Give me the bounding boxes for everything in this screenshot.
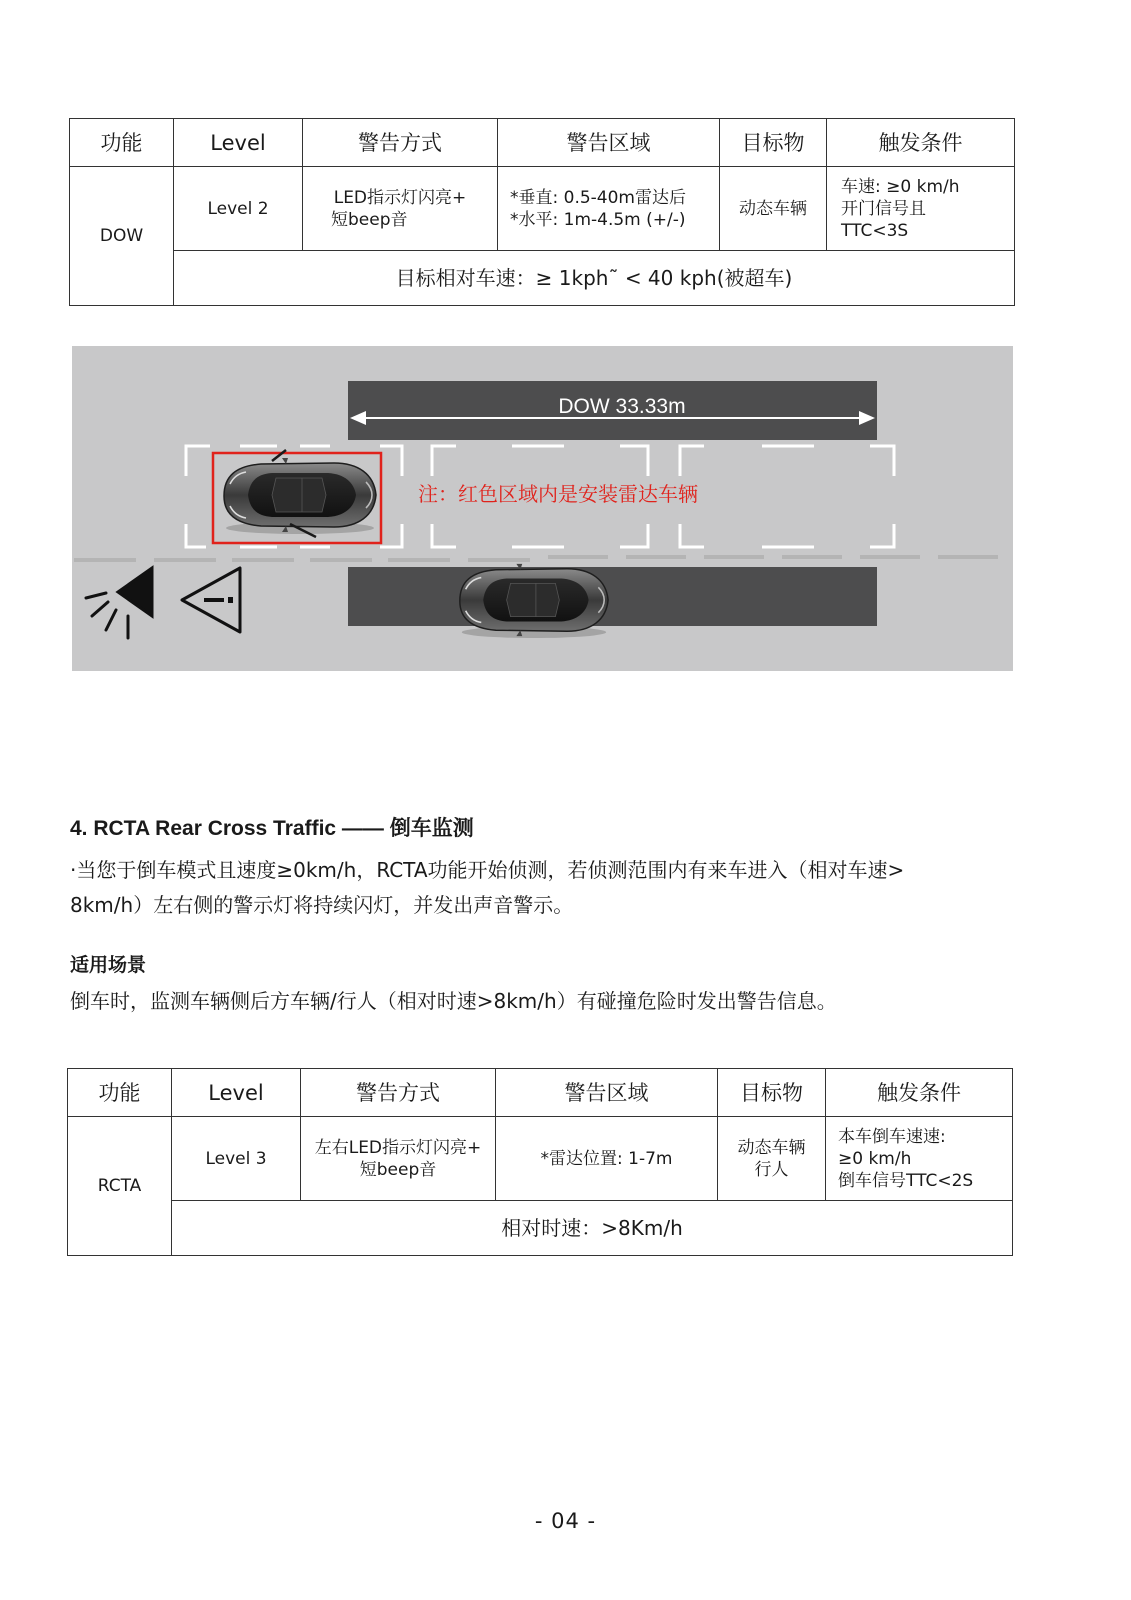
- rcta-relative-speed: 相对时速：>8Km/h: [172, 1201, 1013, 1256]
- rcta-method-line-2: 短beep音: [359, 1159, 437, 1180]
- header-warning-method: 警告方式: [303, 119, 498, 167]
- paragraph-line-1: ·当您于倒车模式且速度≥0km/h，RCTA功能开始侦测，若侦测范围内有来车进入（相对车速>: [70, 858, 905, 882]
- header-level: Level: [172, 1069, 301, 1117]
- radar-vehicle-note: 注：红色区域内是安装雷达车辆: [418, 482, 698, 506]
- dow-spec-table: [69, 118, 1015, 306]
- header-function: 功能: [70, 119, 174, 167]
- page-number: - 04 -: [534, 1509, 597, 1533]
- header-target: 目标物: [720, 119, 827, 167]
- rcta-function-cell: RCTA: [68, 1117, 172, 1256]
- rcta-target-line-2: 行人: [754, 1159, 789, 1180]
- dow-trigger-cell: [827, 167, 1015, 251]
- rcta-trigger-line-2: ≥0 km/h: [838, 1148, 912, 1169]
- header-trigger: 触发条件: [827, 119, 1015, 167]
- dow-trigger-line-3: TTC<3S: [841, 220, 909, 241]
- adjacent-lane: [348, 567, 877, 626]
- dow-trigger-line-2: 开门信号且: [841, 198, 926, 219]
- rcta-level-cell: Level 3: [172, 1117, 301, 1201]
- scenario-text: 倒车时，监测车辆侧后方车辆/行人（相对时速>8km/h）有碰撞危险时发出警告信息。: [70, 989, 837, 1013]
- dow-warning-zone-cell: [498, 167, 720, 251]
- rcta-target-line-1: 动态车辆: [737, 1137, 806, 1158]
- dow-warning-method-cell: [303, 167, 498, 251]
- header-warning-zone: 警告区域: [496, 1069, 718, 1117]
- dow-function-cell: DOW: [70, 167, 174, 306]
- dow-relative-speed: 目标相对车速：≥ 1kph˜ < 40 kph(被超车): [174, 251, 1015, 306]
- dow-method-line-1: LED指示灯闪亮+: [333, 187, 467, 208]
- dow-level-cell: Level 2: [174, 167, 303, 251]
- ego-car: [224, 458, 376, 534]
- dow-zone-line-2: *水平: 1m-4.5m (+/-): [510, 209, 686, 230]
- header-function: 功能: [68, 1069, 172, 1117]
- rcta-trigger-line-1: 本车倒车速速:: [838, 1126, 946, 1147]
- section-title: 4. RCTA Rear Cross Traffic —— 倒车监测: [70, 817, 474, 840]
- header-warning-zone: 警告区域: [498, 119, 720, 167]
- header-trigger: 触发条件: [826, 1069, 1013, 1117]
- rcta-target-cell: [718, 1117, 826, 1201]
- rcta-trigger-cell: [826, 1117, 1013, 1201]
- rcta-trigger-line-3: 倒车信号TTC<2S: [838, 1170, 974, 1191]
- dow-zone-line-1: *垂直: 0.5-40m雷达后: [510, 187, 686, 208]
- header-level: Level: [174, 119, 303, 167]
- dow-scene-diagram: [72, 346, 1013, 671]
- section-paragraph: [70, 853, 1030, 923]
- paragraph-line-2: 8km/h）左右侧的警示灯将持续闪灯，并发出声音警示。: [70, 893, 574, 917]
- rcta-spec-table: [67, 1068, 1013, 1256]
- scenario-subheading: 适用场景: [70, 954, 147, 976]
- rcta-method-line-1: 左右LED指示灯闪亮+: [314, 1137, 482, 1158]
- rcta-warning-zone-cell: *雷达位置: 1-7m: [496, 1117, 718, 1201]
- dow-trigger-line-1: 车速: ≥0 km/h: [841, 176, 960, 197]
- dow-target-cell: 动态车辆: [720, 167, 827, 251]
- dow-method-line-2: 短beep音: [331, 209, 408, 230]
- approaching-car: [460, 564, 608, 638]
- header-warning-method: 警告方式: [301, 1069, 496, 1117]
- range-label: DOW 33.33m: [558, 395, 686, 418]
- rcta-warning-method-cell: [301, 1117, 496, 1201]
- header-target: 目标物: [718, 1069, 826, 1117]
